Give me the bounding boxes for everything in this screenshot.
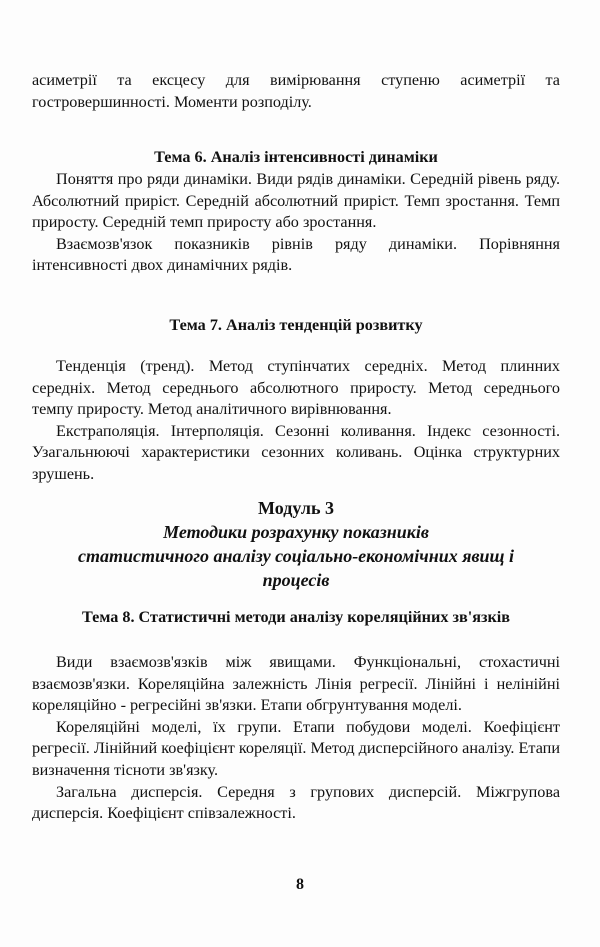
module3-title: Модуль 3: [257, 498, 334, 518]
intro-text: асиметрії та ексцесу для вимірювання ступеню асиметрії та гостровершинності. Моменти розподілу.: [32, 71, 560, 111]
topic6-paragraph-2: Взаємозв'язок показників рівнів ряду динаміки. Порівняння інтенсивності двох динамічних рядів.: [32, 234, 560, 275]
topic6-heading: Тема 6. Аналіз інтенсивності динаміки: [154, 148, 438, 166]
topic8-paragraph-2: Кореляційні моделі, їх групи. Етапи побудови моделі. Коефіцієнт регресії. Лінійний коефіцієнт кореляції. Метод дисперсійного аналізу. Етапи визначення тісноти зв'язку.: [32, 717, 560, 779]
module3-subtitle-line-2: статистичного аналізу соціально-економічних явищ і: [77, 546, 515, 566]
topic7-body: [32, 356, 560, 486]
module3-subtitle-line-3: процесів: [262, 570, 330, 590]
page-number: 8: [296, 876, 304, 893]
topic8-heading: Тема 8. Статистичні методи аналізу кореляційних зв'язків: [81, 608, 511, 626]
topic7-heading: Тема 7. Аналіз тенденцій розвитку: [169, 316, 423, 334]
topic8-paragraph-3: Загальна дисперсія. Середня з групових дисперсій. Міжгрупова дисперсія. Коефіцієнт співзалежності.: [32, 782, 560, 823]
topic6-body: [32, 169, 560, 277]
module3-subtitle-line-1: Методики розрахунку показників: [163, 522, 429, 542]
topic8-paragraph-1: Види взаємозв'язків між явищами. Функціональні, стохастичні взаємозв'язки. Кореляційна залежність Лінія регресії. Лінійні і нелінійні кореляційно - регресійні зв'язки. Етапи обгрунтування моделі.: [32, 653, 560, 715]
topic7-paragraph-1: Тенденція (тренд). Метод ступінчатих середніх. Метод плинних середніх. Метод середнього абсолютного приросту. Метод середнього темпу приросту. Метод аналітичного вирівнювання.: [32, 357, 560, 419]
topic7-paragraph-2: Екстраполяція. Інтерполяція. Сезонні коливання. Індекс сезонності. Узагальнюючі характеристики сезонних коливань. Оцінка структурних зрушень.: [32, 421, 560, 483]
topic6-paragraph-1: Поняття про ряди динаміки. Види рядів динаміки. Середній рівень ряду. Абсолютний приріст. Середній абсолютний приріст. Темп зростання. Темп приросту. Середній темп приросту або зростання.: [32, 170, 560, 232]
intro-paragraph: [32, 70, 560, 113]
topic8-body: [32, 652, 560, 825]
